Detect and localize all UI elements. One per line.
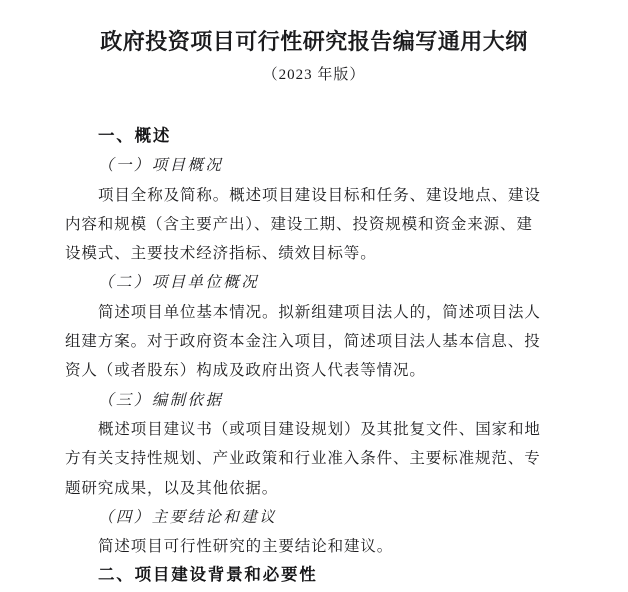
subsection-heading-1-1: （一）项目概况 [98, 157, 224, 175]
paragraph-line: 方有关支持性规划、产业政策和行业准入条件、主要标准规范、专 [65, 450, 541, 468]
paragraph-line: 项目全称及简称。概述项目建设目标和任务、建设地点、建设 [98, 186, 541, 204]
document-subtitle: （2023 年版） [262, 67, 366, 83]
document-body [65, 122, 545, 591]
paragraph-line: 概述项目建议书（或项目建设规划）及其批复文件、国家和地 [98, 420, 541, 438]
section-heading-2: 二、项目建设背景和必要性 [98, 566, 318, 585]
paragraph-line: 资人（或者股东）构成及政府出资人代表等情况。 [65, 362, 426, 380]
paragraph-line: 题研究成果，以及其他依据。 [65, 479, 279, 497]
paragraph-line: 简述项目单位基本情况。拟新组建项目法人的，简述项目法人 [98, 303, 541, 321]
document-title: 政府投资项目可行性研究报告编写通用大纲 [100, 29, 528, 54]
subsection-heading-1-4: （四）主要结论和建议 [98, 508, 278, 526]
subsection-heading-1-3: （三）编制依据 [98, 391, 224, 409]
paragraph-line: 内容和规模（含主要产出）、建设工期、投资规模和资金来源、建 [65, 215, 533, 233]
paragraph-line: 简述项目可行性研究的主要结论和建议。 [98, 538, 394, 556]
section-heading-1: 一、概述 [98, 127, 172, 145]
paragraph-line: 设模式、主要技术经济指标、绩效目标等。 [65, 245, 377, 263]
subsection-heading-1-2: （二）项目单位概况 [98, 274, 260, 292]
paragraph-line: 组建方案。对于政府资本金注入项目，简述项目法人基本信息、投 [65, 333, 541, 351]
